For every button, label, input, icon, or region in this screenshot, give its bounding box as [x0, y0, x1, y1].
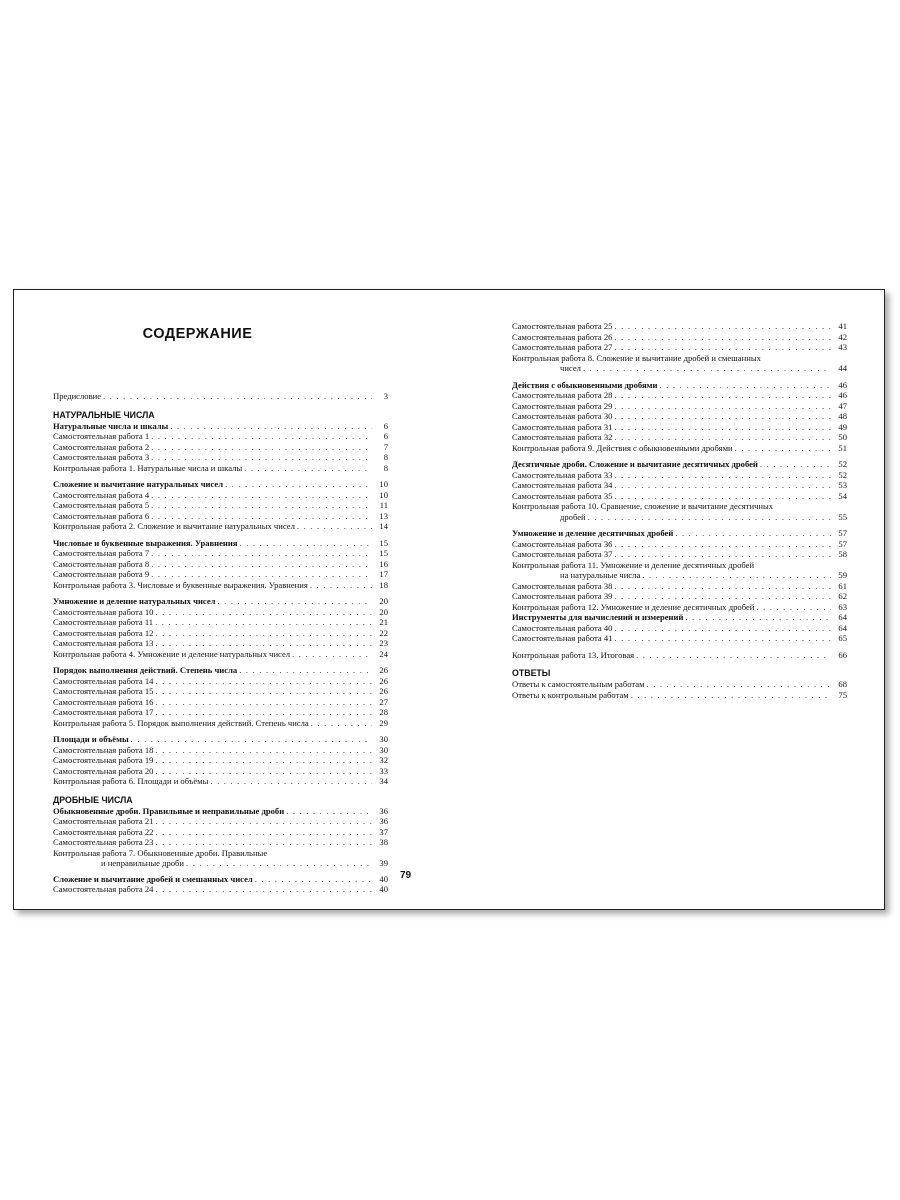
toc-entry: Самостоятельная работа 10 . . . 20	[53, 607, 388, 618]
toc-entry: Самостоятельная работа 29 . . . 47	[512, 401, 847, 412]
toc-entry: Самостоятельная работа 8 . . . 16	[53, 559, 388, 570]
toc-entry: Самостоятельная работа 2 . . . 7	[53, 442, 388, 453]
toc-group	[512, 679, 847, 700]
toc-entry: Самостоятельная работа 22 . . . 37	[53, 827, 388, 838]
toc-group	[53, 874, 388, 895]
toc-group	[53, 538, 388, 591]
toc-group	[512, 380, 847, 454]
section-heading: НАТУРАЛЬНЫЕ ЧИСЛА	[53, 409, 155, 420]
toc-entry: Самостоятельная работа 33 . . . 52	[512, 470, 847, 481]
toc-entry: Обыкновенные дроби. Правильные и неправильные дроби . . . 36	[53, 806, 388, 817]
toc-entry: Самостоятельная работа 40 . . . 64	[512, 623, 847, 634]
toc-entry: Самостоятельная работа 1 . . . 6	[53, 431, 388, 442]
toc-entry: Инструменты для вычислений и измерений . . . 64	[512, 612, 847, 623]
toc-entry: Самостоятельная работа 15 . . . 26	[53, 686, 388, 697]
toc-entry: Самостоятельная работа 17 . . . 28	[53, 707, 388, 718]
page-number: 79	[400, 870, 412, 881]
toc-entry: Контрольная работа 6. Площади и объёмы . . . 34	[53, 776, 388, 787]
toc-entry: Контрольная работа 2. Сложение и вычитание натуральных чисел . . . 14	[53, 521, 388, 532]
toc-entry: Самостоятельная работа 24 . . . 40	[53, 884, 388, 895]
toc-entry: Контрольная работа 5. Порядок выполнения действий. Степень числа . . . 29	[53, 718, 388, 729]
toc-group	[512, 612, 847, 644]
toc-entry: Самостоятельная работа 36 . . . 57	[512, 539, 847, 550]
toc-entry: дробей . . . 55	[512, 512, 847, 523]
toc-entry: Самостоятельная работа 6 . . . 13	[53, 511, 388, 522]
toc-entry: Самостоятельная работа 30 . . . 48	[512, 411, 847, 422]
toc-entry: Предисловие . . . 3	[53, 391, 388, 402]
toc-entry: Самостоятельная работа 18 . . . 30	[53, 745, 388, 756]
toc-entry: Самостоятельная работа 19 . . . 32	[53, 755, 388, 766]
toc-entry: Самостоятельная работа 26 . . . 42	[512, 332, 847, 343]
toc-entry: Самостоятельная работа 3 . . . 8	[53, 452, 388, 463]
toc-entry: Сложение и вычитание дробей и смешанных чисел . . . 40	[53, 874, 388, 885]
toc-group	[53, 421, 388, 474]
toc-entry: на натуральные числа . . . 59	[512, 570, 847, 581]
toc-entry: чисел . . . 44	[512, 363, 847, 374]
toc-entry: Ответы к контрольным работам . . . 75	[512, 690, 847, 701]
toc-left-column	[53, 391, 388, 895]
toc-entry: Площади и объёмы . . . 30	[53, 734, 388, 745]
toc-entry: Контрольная работа 4. Умножение и деление натуральных чисел . . . 24	[53, 649, 388, 660]
toc-entry: Контрольная работа 1. Натуральные числа и шкалы . . . 8	[53, 463, 388, 474]
toc-entry: Самостоятельная работа 39 . . . 62	[512, 591, 847, 602]
toc-entry: Самостоятельная работа 11 . . . 21	[53, 617, 388, 628]
toc-entry: Самостоятельная работа 12 . . . 22	[53, 628, 388, 639]
toc-entry: Числовые и буквенные выражения. Уравнения . . . 15	[53, 538, 388, 549]
toc-entry: Самостоятельная работа 23 . . . 38	[53, 837, 388, 848]
toc-entry: Действия с обыкновенными дробями . . . 46	[512, 380, 847, 391]
toc-entry: Контрольная работа 11. Умножение и деление десятичных дробей	[512, 559, 755, 570]
toc-entry: Натуральные числа и шкалы . . . 6	[53, 421, 388, 432]
toc-entry: Самостоятельная работа 27 . . . 43	[512, 342, 847, 353]
toc-entry: Самостоятельная работа 21 . . . 36	[53, 816, 388, 827]
toc-group	[512, 528, 847, 560]
toc-group	[53, 596, 388, 659]
toc-entry: Самостоятельная работа 25 . . . 41	[512, 321, 847, 332]
toc-entry: Самостоятельная работа 7 . . . 15	[53, 548, 388, 559]
toc-entry: Самостоятельная работа 20 . . . 33	[53, 766, 388, 777]
toc-group	[512, 459, 847, 501]
toc-entry: Самостоятельная работа 16 . . . 27	[53, 697, 388, 708]
toc-group	[512, 321, 847, 353]
toc-entry: Самостоятельная работа 9 . . . 17	[53, 569, 388, 580]
toc-entry: Самостоятельная работа 31 . . . 49	[512, 422, 847, 433]
toc-entry: Умножение и деление десятичных дробей . . . 57	[512, 528, 847, 539]
toc-entry: Самостоятельная работа 13 . . . 23	[53, 638, 388, 649]
section-heading: ДРОБНЫЕ ЧИСЛА	[53, 794, 133, 805]
toc-entry: Контрольная работа 12. Умножение и деление десятичных дробей . . . 63	[512, 602, 847, 613]
toc-group	[53, 665, 388, 728]
toc-entry: Самостоятельная работа 41 . . . 65	[512, 633, 847, 644]
page-title: СОДЕРЖАНИЕ	[142, 326, 253, 342]
toc-entry: Контрольная работа 10. Сравнение, сложение и вычитание десятичных	[512, 501, 774, 511]
toc-group	[53, 806, 388, 848]
toc-entry: Самостоятельная работа 32 . . . 50	[512, 432, 847, 443]
toc-entry: Самостоятельная работа 14 . . . 26	[53, 676, 388, 687]
toc-entry: Самостоятельная работа 4 . . . 10	[53, 490, 388, 501]
toc-entry: Сложение и вычитание натуральных чисел . . . 10	[53, 479, 388, 490]
toc-entry: Контрольная работа 13. Итоговая . . . 66	[512, 650, 847, 661]
toc-entry: Контрольная работа 7. Обыкновенные дроби. Правильные	[53, 847, 268, 858]
toc-entry: Самостоятельная работа 34 . . . 53	[512, 480, 847, 491]
toc-entry: Самостоятельная работа 5 . . . 11	[53, 500, 388, 511]
toc-group	[512, 581, 847, 613]
toc-entry: Контрольная работа 9. Действия с обыкновенными дробями . . . 51	[512, 443, 847, 454]
toc-entry: Контрольная работа 8. Сложение и вычитание дробей и смешанных	[512, 352, 761, 363]
toc-entry: Самостоятельная работа 35 . . . 54	[512, 491, 847, 502]
toc-entry: Самостоятельная работа 38 . . . 61	[512, 581, 847, 592]
toc-entry: Самостоятельная работа 37 . . . 58	[512, 549, 847, 560]
toc-entry: Десятичные дроби. Сложение и вычитание десятичных дробей . . . 52	[512, 459, 847, 470]
toc-entry: Контрольная работа 3. Числовые и буквенные выражения. Уравнения . . . 18	[53, 580, 388, 591]
toc-entry: Ответы к самостоятельным работам . . . 68	[512, 679, 847, 690]
section-heading: ОТВЕТЫ	[512, 668, 551, 678]
toc-entry: и неправильные дроби . . . 39	[53, 858, 388, 869]
toc-entry: Порядок выполнения действий. Степень числа . . . 26	[53, 665, 388, 676]
toc-entry: Умножение и деление натуральных чисел . . . 20	[53, 596, 388, 607]
toc-group	[53, 734, 388, 787]
toc-right-column	[512, 321, 847, 700]
toc-entry: Самостоятельная работа 28 . . . 46	[512, 390, 847, 401]
toc-group	[53, 479, 388, 532]
